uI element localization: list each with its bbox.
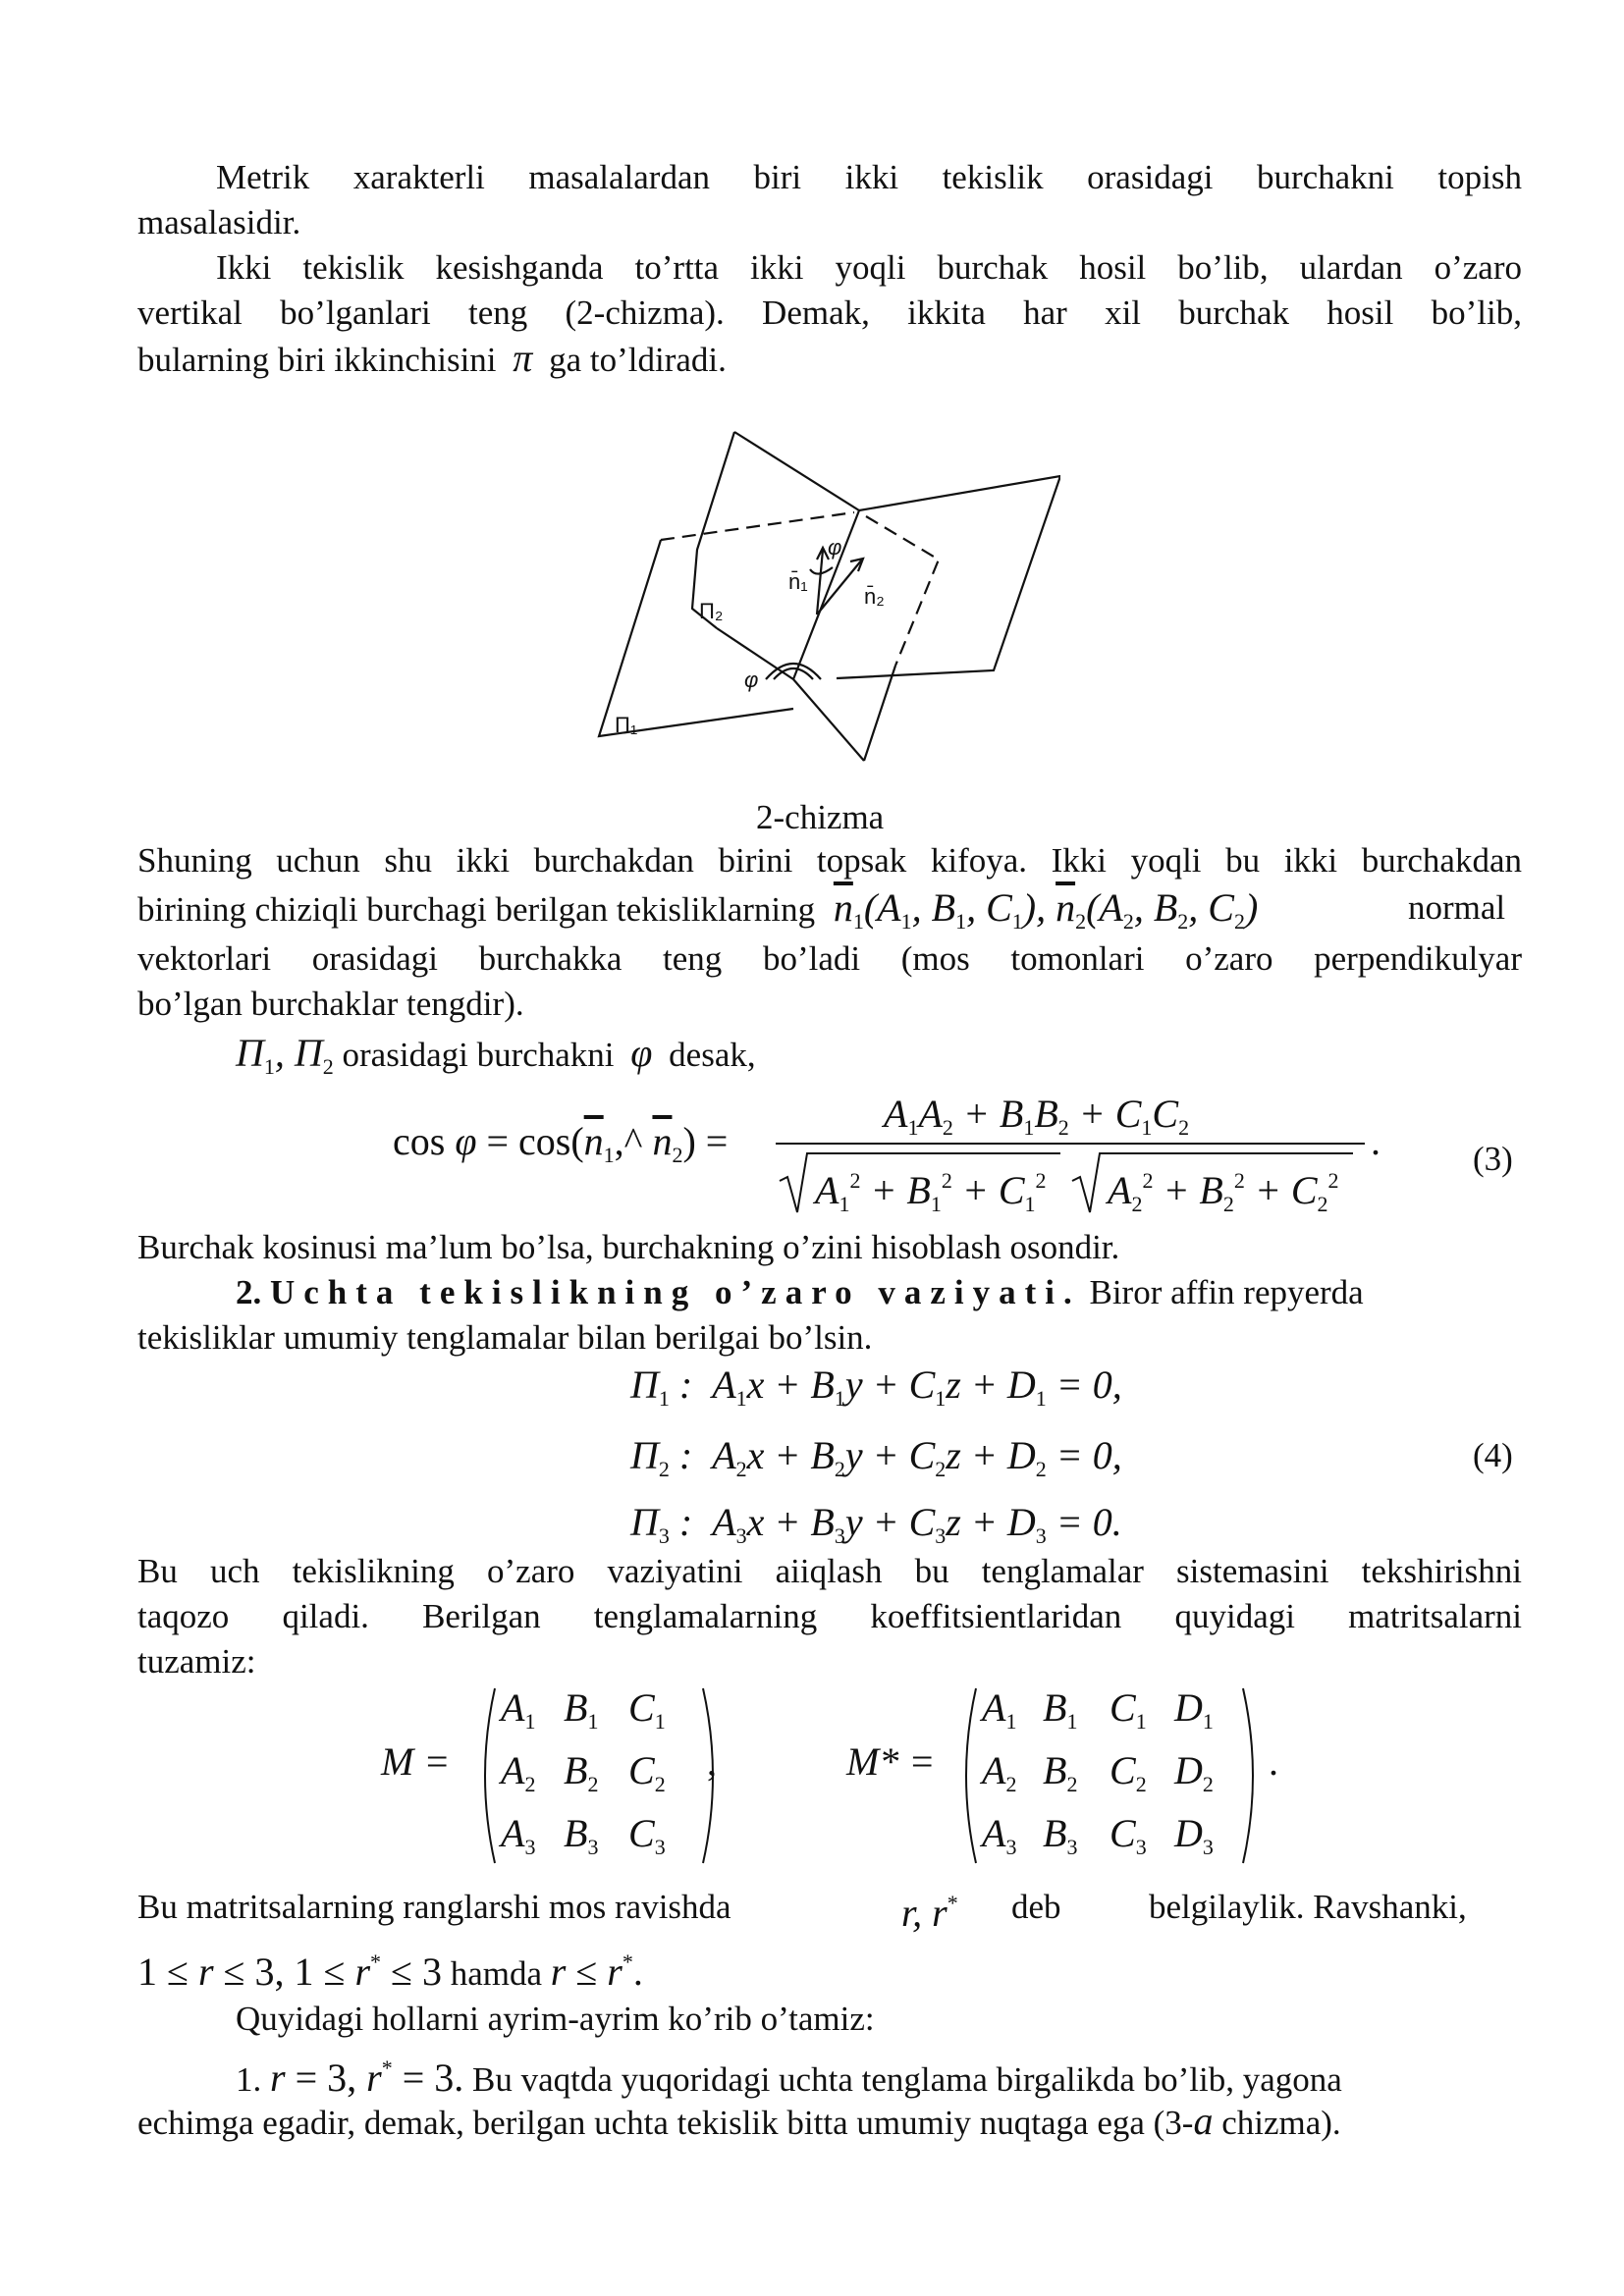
plane-pi2-top (734, 432, 859, 510)
label-n1: n̄₁ (788, 569, 808, 594)
para3-line2b: normal (1408, 888, 1506, 927)
ms-c2: $C_2$ (1110, 1748, 1147, 1796)
system4-eq3: $\Pi_3$ : $A_3x + B_3y + C_3z + D_3 = 0$. (630, 1500, 1122, 1548)
m-a2: $A_2$ (501, 1748, 536, 1796)
m-c2: $C_2$ (628, 1748, 666, 1796)
para7-line2 (137, 1940, 643, 1997)
ms-a1: $A_1$ (982, 1685, 1017, 1734)
formula3-denominator-1: $A_1^2 + B_1^2 + C_1^2$ (815, 1168, 1047, 1216)
para2-line3b: ga to’ldiradi. (549, 341, 727, 379)
matrix-Mstar-label: M* = (846, 1739, 936, 1784)
normal-n2 (817, 560, 862, 614)
section2-text-a: Biror affin repyerda (1089, 1273, 1364, 1311)
section2-title: Uchta tekislikning o’zaro vaziyati. (270, 1273, 1081, 1311)
matrix-Mstar-right-paren (1239, 1684, 1267, 1867)
r-rstar-expr: r, r* (901, 1891, 958, 1935)
figure-caption: 2-chizma (756, 798, 885, 836)
matrix-M-left-paren (471, 1684, 499, 1867)
para2-line2: vertikal bo’lganlari teng (2-chizma). Demak, ikkita har xil burchak hosil bo’lib, (137, 294, 1522, 332)
m-b3: $B_3$ (564, 1811, 599, 1859)
normal-vectors-expr: $\overline{n}_1(A_1$, $B_1$, $C_1$), $\overline{n}_2(A_2$, $B_2$, $C_2$) (833, 885, 1259, 934)
para9-number: 1. (236, 2060, 262, 2099)
para4-text-a: orasidagi burchakni (342, 1036, 615, 1074)
para2-line3 (137, 336, 727, 383)
plane-pi2-right (864, 666, 895, 761)
para1-line1: Metrik xarakterli masalalardan biri ikki tekislik orasidagi burchakni topish (216, 158, 1522, 196)
m-a3: $A_3$ (501, 1811, 536, 1859)
ms-b3: $B_3$ (1043, 1811, 1078, 1859)
formula3-period: . (1371, 1119, 1380, 1163)
para3-line3: vektorlari orasidagi burchakka teng bo’ladi (mos tomonlari o’zaro perpendikulyar (137, 939, 1522, 978)
ms-b2: $B_2$ (1043, 1748, 1078, 1796)
para6-line2: taqozo qiladi. Berilgan tenglamalarning koeffitsientlaridan quyidagi matritsalarni (137, 1597, 1522, 1635)
formula3-numerator: $A_1A_2 + B_1B_2 + C_1C_2$ (884, 1092, 1190, 1140)
section2-line2: tekisliklar umumiy tenglamalar bilan berilgai bo’lsin. (137, 1318, 873, 1357)
intersection-line (793, 510, 859, 679)
para9-line2b: chizma). (1221, 2104, 1341, 2142)
ms-c1: $C_1$ (1110, 1685, 1147, 1734)
para1-line2: masalasidir. (137, 203, 301, 241)
label-pi2: Π₂ (699, 599, 724, 623)
pi-symbol: π (513, 336, 533, 380)
system4-eq2: $\Pi_2$ : $A_2x + B_2y + C_2z + D_2 = 0$, (630, 1433, 1122, 1481)
para7-hamda: hamda (450, 1954, 543, 1993)
ms-c3: $C_3$ (1110, 1811, 1147, 1859)
para3-line2 (137, 885, 1258, 944)
plane-pi2-lower (793, 679, 864, 761)
ms-d3: $D_3$ (1174, 1811, 1214, 1859)
para3-line2a: birining chiziqli burchagi berilgan tekisliklarning (137, 890, 816, 929)
para9-line2 (137, 2099, 1341, 2146)
ms-a3: $A_3$ (982, 1811, 1017, 1859)
matrix-M-label: M = (381, 1739, 451, 1784)
formula3-eqno: (3) (1473, 1140, 1513, 1178)
label-phi-top: φ (828, 535, 842, 560)
para2-line1: Ikki tekislik kesishganda to’rtta ikki yoqli burchak hosil bo’lib, ulardan o’zaro (216, 248, 1522, 287)
m-c3: $C_3$ (628, 1811, 666, 1859)
para9-line2a: echimga egadir, demak, berilgan uchta tekislik bitta umumiy nuqtaga ega (3- (137, 2104, 1194, 2142)
para4 (236, 1031, 756, 1090)
para2-line3a: bularning biri ikkinchisini (137, 341, 497, 379)
para8: Quyidagi hollarni ayrim-ayrim ko’rib o’tamiz: (236, 2000, 875, 2038)
pi1-pi2-symbols: $\Pi_1$, $\Pi_2$ (236, 1031, 334, 1079)
para9-line1b: Bu vaqtda yuqoridagi uchta tenglama birgalikda bo’lib, yagona (472, 2060, 1342, 2099)
para7-line1a: Bu matritsalarning ranglarshi mos ravishda (137, 1888, 731, 1926)
matrix-M (471, 1684, 727, 1871)
case1-condition: r = 3, r* = 3. (270, 2056, 464, 2100)
para7-line1b: deb (1011, 1888, 1061, 1926)
matrix-Mstar-period: . (1269, 1739, 1278, 1784)
para6-line1: Bu uch tekislikning o’zaro vaziyatini aiiqlash bu tenglamalar sistemasini tekshirishni (137, 1552, 1522, 1590)
system4-eq1: $\Pi_1$ : $A_1x + B_1y + C_1z + D_1 = 0$, (630, 1362, 1122, 1411)
matrix-M-comma: , (707, 1739, 717, 1784)
m-b1: $B_1$ (564, 1685, 599, 1734)
planes-figure (589, 422, 1060, 775)
matrix-Mstar-left-paren (952, 1684, 980, 1867)
m-a1: $A_1$ (501, 1685, 536, 1734)
r-leq-rstar: r ≤ r*. (550, 1949, 643, 1994)
label-phi-bottom: φ (744, 667, 759, 692)
system4-eqno: (4) (1473, 1436, 1513, 1474)
para4-text-b: desak, (669, 1036, 756, 1074)
section2-number: 2. (236, 1273, 262, 1311)
phi-symbol: φ (630, 1031, 653, 1075)
para3-line1: Shuning uchun shu ikki burchakdan birini topsak kifoya. Ikki yoqli bu ikki burchakdan (137, 841, 1522, 880)
m-c1: $C_1$ (628, 1685, 666, 1734)
plane-pi1-edge-right (837, 476, 1060, 678)
matrix-M-star (952, 1684, 1267, 1871)
para6-line3: tuzamiz: (137, 1642, 256, 1681)
para7-line1c: belgilaylik. Ravshanki, (1149, 1888, 1467, 1926)
formula3-denominator-2: $A_2^2 + B_2^2 + C_2^2$ (1108, 1168, 1339, 1216)
label-pi1: Π₁ (615, 713, 638, 737)
label-n2: n̄₂ (864, 584, 885, 609)
hidden-edge-top (661, 512, 854, 540)
ms-a2: $A_2$ (982, 1748, 1017, 1796)
para9-line1 (236, 2046, 1342, 2103)
ms-d1: $D_1$ (1174, 1685, 1214, 1734)
m-b2: $B_2$ (564, 1748, 599, 1796)
formula3-lhs: $\cos \varphi = \cos(\overline{n}_1,\^{}$ $\overline{n}_2$) = (393, 1119, 729, 1167)
section2-heading-line (236, 1270, 1364, 1315)
ms-b1: $B_1$ (1043, 1685, 1078, 1734)
ms-d2: $D_2$ (1174, 1748, 1214, 1796)
para5: Burchak kosinusi ma’lum bo’lsa, burchakning o’zini hisoblash osondir. (137, 1228, 1120, 1266)
a-letter: a (1193, 2099, 1214, 2143)
rank-inequalities: 1 ≤ r ≤ 3, 1 ≤ r* ≤ 3 (137, 1949, 442, 1994)
para3-line4: bo’lgan burchaklar tengdir). (137, 985, 524, 1023)
